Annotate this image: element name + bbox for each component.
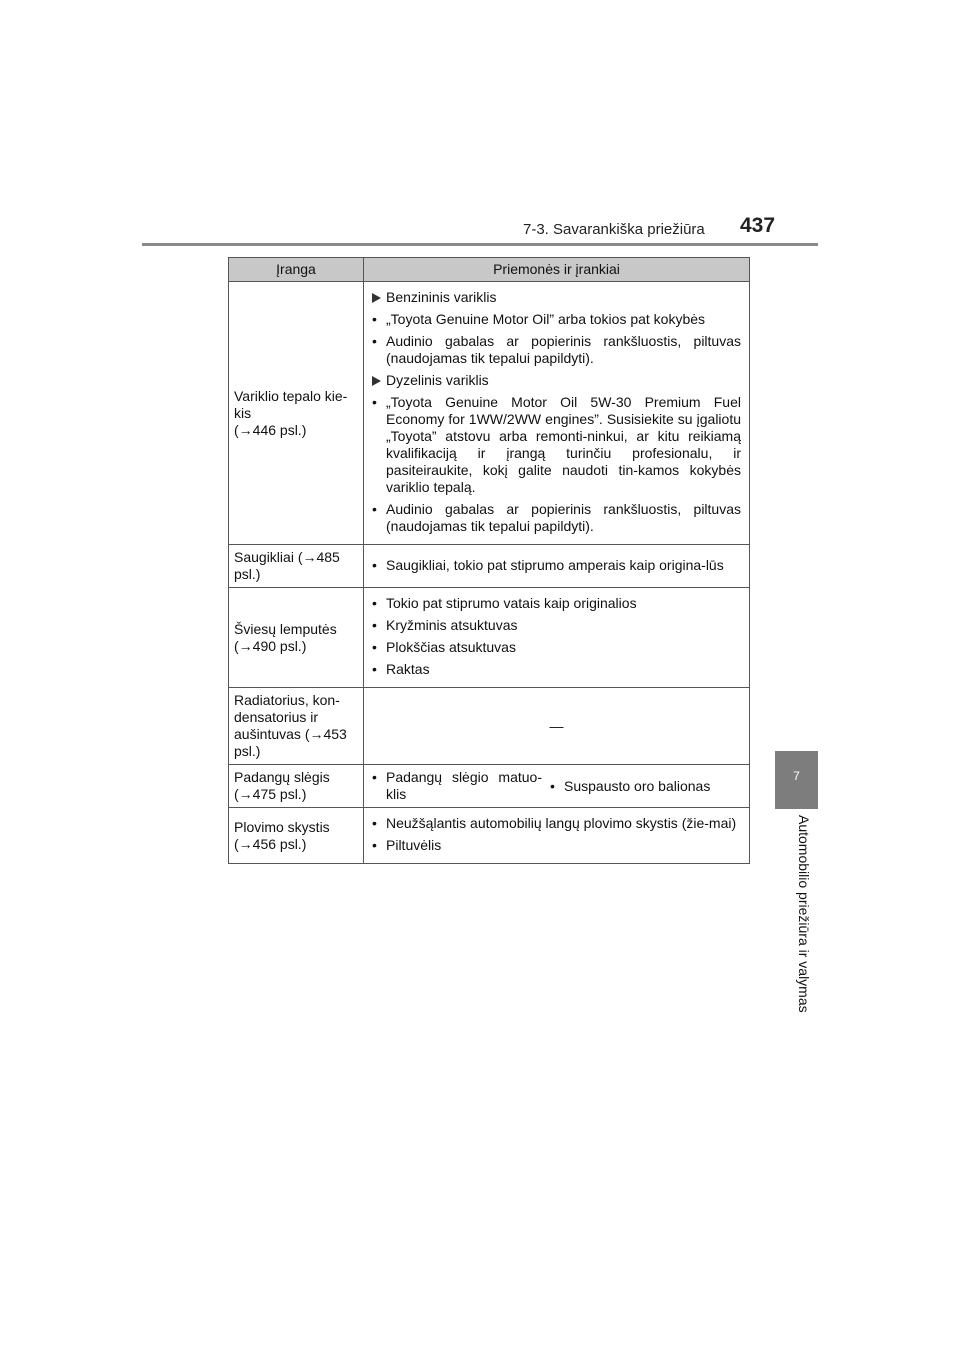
header-divider <box>142 243 818 246</box>
equipment-label-line: Šviesų lemputės <box>234 620 337 637</box>
tools-cell <box>364 808 750 864</box>
two-column-list <box>372 769 741 803</box>
tools-cell <box>364 545 750 588</box>
list-item: • Suspausto oro balionas <box>550 777 711 794</box>
tools-cell <box>364 282 750 545</box>
page-number: 437 <box>740 214 776 237</box>
equipment-cell <box>229 688 364 765</box>
equipment-label-line: Variklio tepalo kie- <box>234 387 348 404</box>
equipment-label-line: psl.) <box>234 566 261 582</box>
tools-cell <box>364 765 750 808</box>
subheading-diesel: Dyzelinis variklis <box>372 372 741 389</box>
subheading-petrol: Benzininis variklis <box>372 289 741 306</box>
tools-cell <box>364 688 750 765</box>
equipment-label-line: (→456 psl.) <box>234 835 307 852</box>
table-row <box>229 282 750 545</box>
chapter-side-title: Automobilio priežiūra ir valymas <box>796 815 812 1013</box>
table-row <box>229 688 750 765</box>
equipment-cell <box>229 588 364 688</box>
list-item: • Padangų slėgio matuo-klis <box>372 769 542 802</box>
list-item: • „Toyota Genuine Motor Oil” arba tokios pat kokybės <box>372 311 706 327</box>
list-item: • Kryžminis atsuktuvas <box>372 617 518 633</box>
equipment-label-line: aušintuvas (→453 <box>234 726 347 742</box>
equipment-label-line: Radiatorius, kon- <box>234 692 340 708</box>
table-row <box>229 588 750 688</box>
equipment-label-line: Saugikliai (→485 <box>234 549 340 565</box>
list-item: • Tokio pat stiprumo vatais kaip originalios <box>372 595 637 611</box>
equipment-label-line: (→475 psl.) <box>234 786 307 802</box>
table-row <box>229 545 750 588</box>
list-item: • „Toyota Genuine Motor Oil 5W-30 Premium Fuel Economy for 1WW/2WW engines”. Susisiekite su įgaliotu „Toyota” atstovu arba remonti-ninkui, ar kitu reikiamą kvalifikaciją ir įrangą turinčiu profesionalu, ir pasiteiraukite, kokį galite naudoti tin-kamos kokybės variklio tepalą. <box>372 394 741 495</box>
equipment-cell <box>229 545 364 588</box>
equipment-label-line: densatorius ir <box>234 709 319 725</box>
equipment-cell <box>229 282 364 545</box>
equipment-label-line: kis <box>234 404 252 421</box>
list-item: • Audinio gabalas ar popierinis rankšluostis, piltuvas (naudojamas tik tepalui papildyti). <box>372 501 741 534</box>
list-item: • Piltuvėlis <box>372 837 442 853</box>
list-item: • Plokščias atsuktuvas <box>372 639 516 655</box>
empty-value-dash: — <box>549 717 564 734</box>
triangle-arrow-icon <box>372 372 386 389</box>
list-item: • Neužšąlantis automobilių langų plovimo skystis (žie-mai) <box>372 815 737 831</box>
equipment-label-line: Padangų slėgis <box>234 769 330 785</box>
equipment-label-line: (→490 psl.) <box>234 637 307 654</box>
list-item: • Raktas <box>372 661 430 677</box>
table-header-row <box>229 258 750 282</box>
equipment-label-line: psl.) <box>234 743 261 759</box>
column-header-equipment: Įranga <box>229 258 364 282</box>
equipment-label-line: Plovimo skystis <box>234 818 330 835</box>
table-row <box>229 808 750 864</box>
equipment-cell <box>229 808 364 864</box>
equipment-table <box>228 257 750 864</box>
triangle-arrow-icon <box>372 289 386 306</box>
list-item: • Audinio gabalas ar popierinis rankšluostis, piltuvas (naudojamas tik tepalui papildyti). <box>372 333 741 366</box>
equipment-cell <box>229 765 364 808</box>
column-header-tools: Priemonės ir įrankiai <box>364 258 750 282</box>
chapter-tab[interactable]: 7 <box>775 751 818 809</box>
equipment-label-line: (→446 psl.) <box>234 421 307 438</box>
tools-cell <box>364 588 750 688</box>
section-title: 7-3. Savarankiška priežiūra <box>523 221 705 238</box>
list-item: • Saugikliai, tokio pat stiprumo amperais kaip origina-lūs <box>372 556 724 573</box>
table-row <box>229 765 750 808</box>
